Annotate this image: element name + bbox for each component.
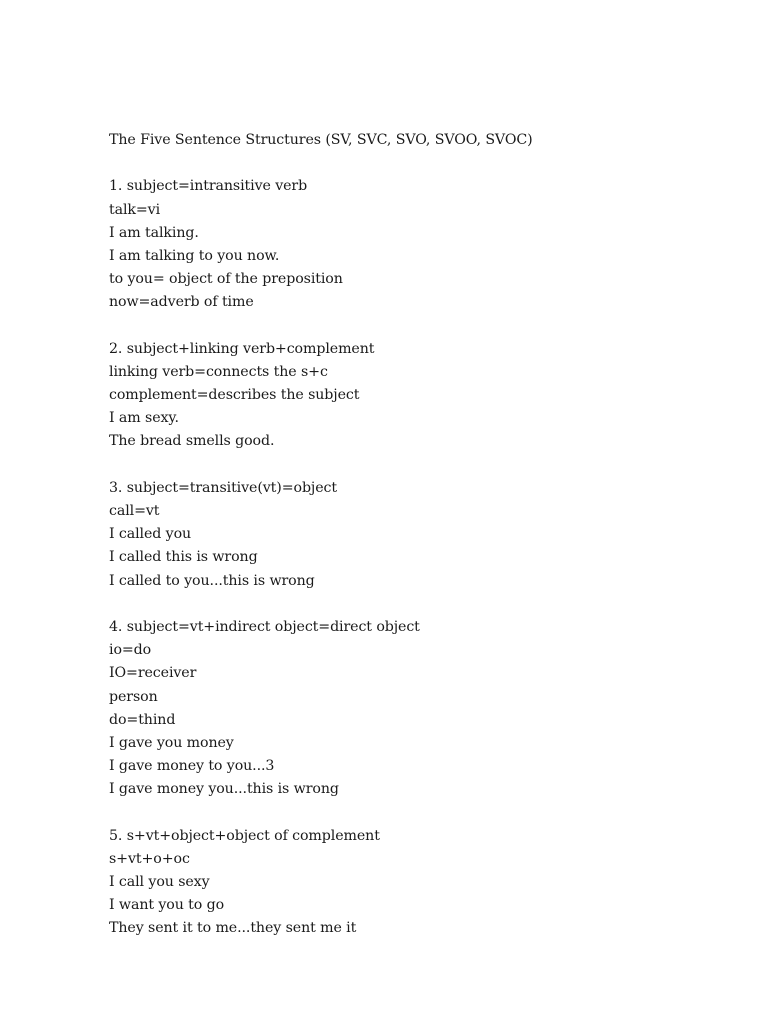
section-line: I gave money you...this is wrong [109,781,339,798]
section-line: I am sexy. [109,410,179,427]
section-line: I call you sexy [109,874,210,890]
section-heading: 4. subject=vt+indirect object=direct object [109,618,420,635]
section-line: I want you to go [109,897,225,914]
section-line: I called to you...this is wrong [109,572,315,589]
section-line: They sent it to me...they sent me it [109,920,357,937]
section-line: I gave money to you...3 [109,758,275,775]
section-line: I called you [109,526,192,543]
section-line: I am talking to you now. [109,247,280,264]
section-heading: 1. subject=intransitive verb [109,178,308,195]
section-line: I called this is wrong [109,549,258,566]
section-line: The bread smells good. [109,433,275,450]
paragraph-gap [109,454,729,477]
section-line: to you= object of the preposition [109,271,343,288]
section-line: I am talking. [109,224,199,241]
paragraph-gap [109,315,729,338]
section-line: io=do [109,642,152,659]
section-line: I gave you money [109,734,234,751]
section-heading: 5. s+vt+object+object of complement [109,827,380,844]
section-line: person [109,688,158,705]
section-line: linking verb=connects the s+c [109,363,328,380]
section-heading: 3. subject=transitive(vt)=object [109,479,337,496]
section-line: call=vt [109,503,160,519]
paragraph-gap [109,152,729,175]
section-line: now=adverb of time [109,294,254,311]
section-line: talk=vi [109,201,161,218]
paragraph-gap [109,593,729,616]
section-line: complement=describes the subject [109,387,360,404]
document-body [109,129,729,941]
paragraph-gap [109,801,729,824]
section-line: IO=receiver [109,665,197,682]
section-line: do=thind [109,711,176,728]
section-heading: 2. subject+linking verb+complement [109,340,375,357]
section-line: s+vt+o+oc [109,850,190,867]
document-title: The Five Sentence Structures (SV, SVC, SVO, SVOO, SVOC) [109,132,533,148]
